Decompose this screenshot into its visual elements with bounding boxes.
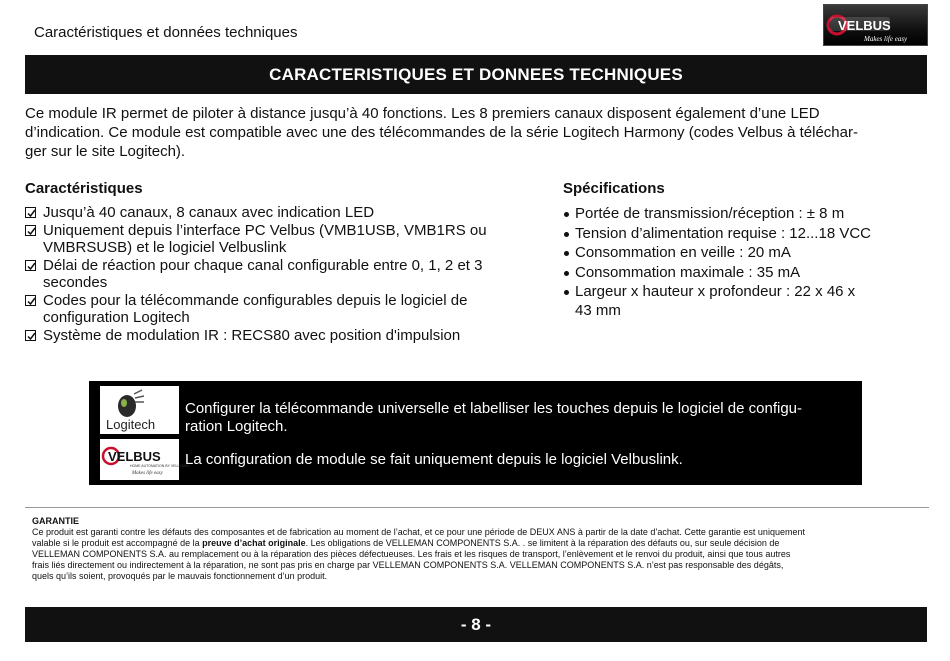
section-banner: CARACTERISTIQUES ET DONNEES TECHNIQUES: [25, 55, 927, 94]
svg-text:Makes life easy: Makes life easy: [132, 471, 163, 476]
specs-list: [563, 205, 903, 321]
info-row-velbus: [89, 438, 862, 482]
features-list: [25, 204, 535, 344]
info-box: [89, 381, 862, 485]
svg-text:Logitech: Logitech: [106, 417, 156, 432]
intro-line: d’indication. Ce module est compatible avec une des télécommandes de la série Logitech Harmony (codes Velbus à téléchar-: [25, 124, 858, 141]
warranty-title: GARANTIE: [32, 516, 79, 526]
page-number: - 8 -: [25, 607, 927, 642]
svg-text:VELBUS: VELBUS: [838, 18, 891, 33]
bullet-icon: [564, 232, 569, 237]
specs-heading: Spécifications: [563, 180, 665, 197]
checkbox-checked-icon: [25, 225, 36, 236]
bullet-icon: [564, 212, 569, 217]
logitech-logo: [100, 386, 179, 434]
spec-item: Consommation maximale : 35 mA: [563, 264, 903, 283]
checkbox-checked-icon: [25, 207, 36, 218]
checkbox-checked-icon: [25, 295, 36, 306]
intro-paragraph: [25, 104, 925, 161]
spec-item: Tension d’alimentation requise : 12...18 VCC: [563, 225, 903, 244]
feature-item: Codes pour la télécommande configurables depuis le logiciel de configuration Logitech: [25, 292, 535, 327]
info-text: Configurer la télécommande universelle et labelliser les touches depuis le logiciel de configu- ration Logitech.: [185, 400, 803, 435]
checkbox-checked-icon: [25, 330, 36, 341]
feature-item: Délai de réaction pour chaque canal configurable entre 0, 1, 2 et 3 secondes: [25, 257, 535, 292]
feature-item: Jusqu’à 40 canaux, 8 canaux avec indication LED: [25, 204, 535, 222]
bullet-icon: [564, 251, 569, 256]
intro-line: ger sur le site Logitech).: [25, 143, 186, 160]
velbus-logo: [823, 4, 928, 46]
warranty-divider: [25, 507, 929, 508]
svg-text:HOME AUTOMATION BY VELLEMAN: HOME AUTOMATION BY VELLEMAN: [130, 464, 190, 468]
intro-line: Ce module IR permet de piloter à distance jusqu’à 40 fonctions. Les 8 premiers canaux disposent également d’une LED: [25, 105, 820, 122]
spec-item: Consommation en veille : 20 mA: [563, 244, 903, 263]
velbus-small-logo: [100, 439, 190, 480]
feature-item: Système de modulation IR : RECS80 avec position d'impulsion: [25, 327, 535, 345]
warranty-emphasis: preuve d’achat originale: [202, 538, 306, 548]
warranty-section: GARANTIE Ce produit est garanti contre les défauts des composantes et de fabrication au moment de l’achat, et ce pour une période de DEUX ANS à partir de la date d’achat. Cette garantie est uniquement valable si le produit est accompagné de la preuve d’achat originale. Les obligations de VELLEMAN COMPONENTS S.A. . se limitent à la réparation des défauts ou, sur seule décision de VELLEMAN COMPONENTS S.A. au remplacement ou à la réparation des pièces défectueuses. Les frais et les risques de transport, l’enlèvement et le renvoi du produit, ainsi que tous autres frais liés directement ou indirectement à la réparation, ne sont pas pris en charge par VELLEMAN COMPONENTS S.A. VELLEMAN COMPONENTS S.A. n’est pas responsable des dégâts, quels qu’ils soient, provoqués par le mauvais fonctionnement d’un produit.: [32, 516, 925, 582]
info-row-logitech: [89, 385, 862, 437]
feature-item: Uniquement depuis l’interface PC Velbus (VMB1USB, VMB1RS ou VMBRSUSB) et le logiciel Velbuslink: [25, 222, 535, 257]
bullet-icon: [564, 290, 569, 295]
bullet-icon: [564, 271, 569, 276]
page-header-title: Caractéristiques et données techniques: [34, 24, 298, 41]
spec-item: Largeur x hauteur x profondeur : 22 x 46 x 43 mm: [563, 283, 903, 320]
features-heading: Caractéristiques: [25, 180, 143, 197]
svg-text:Makes life easy: Makes life easy: [864, 35, 908, 43]
info-text: La configuration de module se fait uniquement depuis le logiciel Velbuslink.: [185, 451, 683, 468]
svg-text:VELBUS: VELBUS: [108, 449, 161, 464]
checkbox-checked-icon: [25, 260, 36, 271]
spec-item: Portée de transmission/réception : ± 8 m: [563, 205, 903, 224]
